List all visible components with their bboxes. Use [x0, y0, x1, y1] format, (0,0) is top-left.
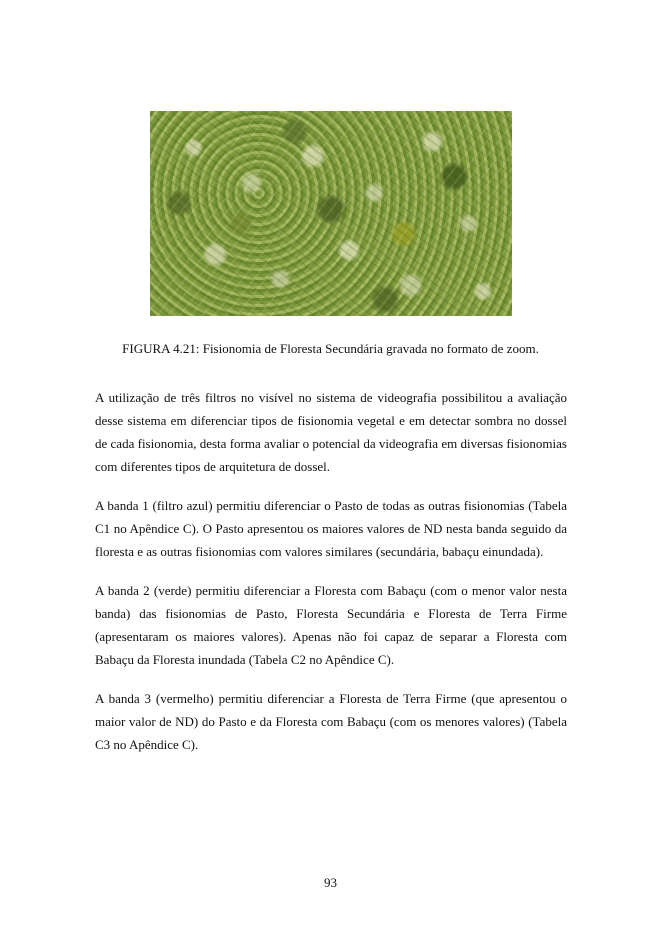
body-text [95, 386, 567, 772]
figure-caption: FIGURA 4.21: Fisionomia de Floresta Secundária gravada no formato de zoom. [122, 341, 539, 356]
paragraph-1: A utilização de três filtros no visível no sistema de videografia possibilitou a avaliação desse sistema em diferenciar tipos de fisionomia vegetal e em detectar sombra no dossel de cada fisionomia, desta forma avaliar o potencial da videografia em diversas fisionomias com diferentes tipos de arquitetura de dossel. [95, 390, 567, 474]
paragraph-2: A banda 1 (filtro azul) permitiu diferenciar o Pasto de todas as outras fisionomias (Tabela C1 no Apêndice C). O Pasto apresentou os maiores valores de ND nesta banda seguido da floresta e as outras fisionomias com valores similares (secundária, babaçu einundada). [95, 498, 567, 559]
paragraph-4: A banda 3 (vermelho) permitiu diferenciar a Floresta de Terra Firme (que apresentou o maior valor de ND) do Pasto e da Floresta com Babaçu (com os menores valores) (Tabela C3 no Apêndice C). [95, 691, 567, 752]
paragraph-3: A banda 2 (verde) permitiu diferenciar a Floresta com Babaçu (com o menor valor nesta banda) das fisionomias de Pasto, Floresta Secundária e Floresta de Terra Firme (apresentaram os maiores valores). Apenas não foi capaz de separar a Floresta com Babaçu da Floresta inundada (Tabela C2 no Apêndice C). [95, 583, 567, 667]
secondary-forest-aerial-photo [150, 111, 512, 316]
page-number: 93 [324, 875, 337, 890]
